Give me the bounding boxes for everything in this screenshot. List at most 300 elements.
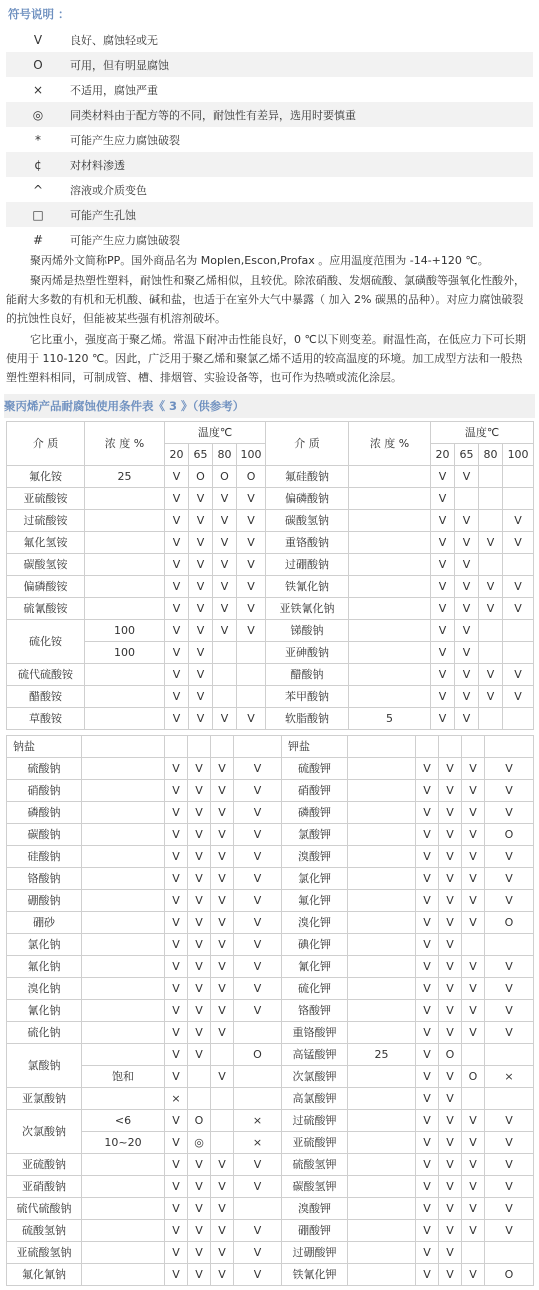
table-cell <box>211 1088 234 1110</box>
table-cell <box>82 890 165 912</box>
header-temp-value: 80 <box>479 444 503 466</box>
table-cell: V <box>462 846 485 868</box>
table-row <box>7 758 534 780</box>
table-cell: V <box>188 1044 211 1066</box>
table-cell: V <box>431 708 455 730</box>
table-cell: V <box>189 620 213 642</box>
table-cell <box>85 576 165 598</box>
medium-cell: 高氯酸钾 <box>282 1088 348 1110</box>
table-cell <box>237 642 266 664</box>
table-cell <box>462 1044 485 1066</box>
table-cell: V <box>439 956 462 978</box>
table-cell: V <box>165 1198 188 1220</box>
medium-cell: 硫化钠 <box>7 1022 82 1044</box>
table-cell: 100 <box>85 642 165 664</box>
table-cell <box>349 488 431 510</box>
table-cell: V <box>211 824 234 846</box>
table-cell: V <box>211 1022 234 1044</box>
table-cell: V <box>165 642 189 664</box>
table-cell: O <box>189 466 213 488</box>
table-cell: V <box>234 1000 282 1022</box>
table-cell <box>188 1066 211 1088</box>
table-cell: V <box>237 488 266 510</box>
table-row <box>7 1000 534 1022</box>
medium-cell: 硫氰酸铵 <box>7 598 85 620</box>
table-cell: V <box>237 554 266 576</box>
medium-cell: 亚硫酸氢钠 <box>7 1242 82 1264</box>
table-cell: V <box>165 934 188 956</box>
table-row <box>7 1132 534 1154</box>
table-cell: V <box>455 686 479 708</box>
medium-cell: 硫酸氢钠 <box>7 1220 82 1242</box>
table-cell: V <box>416 824 439 846</box>
table-cell <box>348 934 416 956</box>
table-cell: V <box>211 758 234 780</box>
table-cell: V <box>237 510 266 532</box>
table-cell: V <box>462 758 485 780</box>
table-cell <box>348 1000 416 1022</box>
table-cell <box>82 758 165 780</box>
table-row <box>7 780 534 802</box>
table-cell: ◎ <box>188 1132 211 1154</box>
legend-title: 符号说明 ： <box>8 7 70 21</box>
table-cell: V <box>165 1132 188 1154</box>
medium-cell: 铬酸钾 <box>282 1000 348 1022</box>
table-cell: O <box>188 1110 211 1132</box>
table-cell <box>348 758 416 780</box>
table-cell: V <box>439 978 462 1000</box>
table-row <box>7 708 534 730</box>
medium-cell: 硼砂 <box>7 912 82 934</box>
legend-symbol: O <box>33 57 43 72</box>
table-cell <box>348 1132 416 1154</box>
header-temp-value: 20 <box>431 444 455 466</box>
table-row <box>7 1242 534 1264</box>
table-cell: V <box>503 686 534 708</box>
legend-symbol: × <box>32 82 44 97</box>
table-cell: V <box>188 890 211 912</box>
table-row <box>7 620 534 642</box>
legend-symbol: * <box>35 132 41 147</box>
medium-cell: 氰化钾 <box>282 956 348 978</box>
table-cell <box>211 1110 234 1132</box>
table-cell: V <box>188 1000 211 1022</box>
table-cell: V <box>234 890 282 912</box>
header-temperature: 温度℃ <box>165 422 266 444</box>
table-cell <box>211 1132 234 1154</box>
table-cell: V <box>462 956 485 978</box>
medium-cell: 硅酸钠 <box>7 846 82 868</box>
table-cell: O <box>237 466 266 488</box>
table-cell <box>234 1022 282 1044</box>
medium-cell: 硼酸钠 <box>7 890 82 912</box>
table-cell: V <box>485 956 534 978</box>
table-cell: V <box>455 554 479 576</box>
table-cell <box>85 686 165 708</box>
table-cell: V <box>188 758 211 780</box>
intro-paragraph-1: 聚丙烯外文简称PP。国外商品名为 Moplen,Escon,Profax 。应用温度范围为 -14-+120 ℃。 <box>30 254 489 267</box>
table-cell: V <box>431 620 455 642</box>
table-cell <box>348 1220 416 1242</box>
table-cell <box>85 532 165 554</box>
table-cell: V <box>165 978 188 1000</box>
table-cell: V <box>439 1264 462 1286</box>
table-row <box>7 1198 534 1220</box>
table-cell: V <box>211 912 234 934</box>
table-row <box>7 532 534 554</box>
table-cell: V <box>462 890 485 912</box>
table-cell: V <box>234 978 282 1000</box>
table-cell <box>348 1242 416 1264</box>
table-cell: V <box>213 708 237 730</box>
table-cell: V <box>416 890 439 912</box>
medium-cell: 氯化钠 <box>7 934 82 956</box>
table-cell: V <box>416 758 439 780</box>
medium-cell: 氟化氢铵 <box>7 532 85 554</box>
table-cell <box>503 642 534 664</box>
table-cell: × <box>485 1066 534 1088</box>
table-cell: V <box>416 1022 439 1044</box>
table-cell: V <box>455 642 479 664</box>
table-cell <box>348 1198 416 1220</box>
table-cell: V <box>165 1022 188 1044</box>
table-cell: V <box>165 912 188 934</box>
table-cell <box>349 576 431 598</box>
table-cell: V <box>485 1220 534 1242</box>
medium-cell: 氯化钾 <box>282 868 348 890</box>
table-cell: V <box>211 1220 234 1242</box>
table-cell <box>234 1066 282 1088</box>
legend-list <box>6 27 533 252</box>
medium-cell: 碳酸氢铵 <box>7 554 85 576</box>
legend-symbol: ^ <box>32 182 44 197</box>
table-cell <box>234 1198 282 1220</box>
table-cell <box>188 1088 211 1110</box>
table-cell: V <box>455 510 479 532</box>
table-cell <box>503 488 534 510</box>
table-cell: V <box>234 1176 282 1198</box>
legend-text: 可能产生应力腐蚀破裂 <box>70 233 180 247</box>
table-row <box>7 912 534 934</box>
header-temp-value: 100 <box>503 444 534 466</box>
medium-cell: 硫酸钾 <box>282 758 348 780</box>
table-cell <box>479 488 503 510</box>
table-cell <box>349 554 431 576</box>
legend-text: 可能产生应力腐蚀破裂 <box>70 133 180 147</box>
table-cell: V <box>455 708 479 730</box>
table-cell: V <box>479 532 503 554</box>
table-cell: O <box>485 824 534 846</box>
table-cell: V <box>479 576 503 598</box>
table-cell <box>82 1000 165 1022</box>
table-cell: O <box>234 1044 282 1066</box>
table-cell <box>82 1264 165 1286</box>
table-cell: V <box>165 780 188 802</box>
table-cell: O <box>485 1264 534 1286</box>
medium-cell: 氟化氰钠 <box>7 1264 82 1286</box>
table-cell: V <box>165 510 189 532</box>
table-cell: V <box>165 664 189 686</box>
medium-cell: 亚砷酸钠 <box>266 642 349 664</box>
medium-cell: 磷酸钠 <box>7 802 82 824</box>
legend-row <box>6 177 533 202</box>
medium-cell: 醋酸铵 <box>7 686 85 708</box>
table-cell: V <box>439 1022 462 1044</box>
medium-cell: 亚铁氰化钠 <box>266 598 349 620</box>
table-cell: V <box>485 868 534 890</box>
header-concentration: 浓 度 % <box>349 422 431 466</box>
table-cell: V <box>462 1176 485 1198</box>
table-cell: V <box>431 576 455 598</box>
table-cell: V <box>211 1198 234 1220</box>
header-temperature: 温度℃ <box>431 422 534 444</box>
table-cell <box>213 686 237 708</box>
table-cell: V <box>188 824 211 846</box>
medium-cell: 高锰酸钾 <box>282 1044 348 1066</box>
table-cell <box>503 554 534 576</box>
table-cell: V <box>165 868 188 890</box>
legend-symbol: □ <box>32 207 44 222</box>
table-cell: V <box>462 1132 485 1154</box>
medium-cell: 氟硅酸钠 <box>266 466 349 488</box>
intro-paragraph-3: 它比重小，强度高于聚乙烯。常温下耐冲击性能良好，0 ℃以下则变差。耐温性高，在低应力下可长期使用于 110-120 ℃。因此，广泛用于聚乙烯和聚氯乙烯不适用的较高温度的环境。加工成型方法和一般热塑性塑料相同，可制成管、槽、排烟管、实验设备等，也可作为热喷或流化涂层。 <box>6 333 526 384</box>
table-cell: V <box>188 802 211 824</box>
table-cell: 25 <box>85 466 165 488</box>
table-cell: V <box>213 620 237 642</box>
table-cell: V <box>211 1176 234 1198</box>
table-cell: V <box>455 532 479 554</box>
table-cell <box>348 736 416 758</box>
medium-cell: 硫代硫酸钠 <box>7 1198 82 1220</box>
table-row <box>7 576 534 598</box>
table-cell <box>82 978 165 1000</box>
medium-cell: 磷酸钾 <box>282 802 348 824</box>
table-cell: V <box>462 868 485 890</box>
legend-row <box>6 102 533 127</box>
table-cell: V <box>439 1132 462 1154</box>
medium-cell: 碳酸氢钾 <box>282 1176 348 1198</box>
medium-cell: 偏磷酸铵 <box>7 576 85 598</box>
table-cell: V <box>213 532 237 554</box>
table-cell: V <box>439 1088 462 1110</box>
group-label-potassium: 钾盐 <box>282 736 348 758</box>
table-cell <box>82 1044 165 1066</box>
medium-cell: 溴化钾 <box>282 912 348 934</box>
table-cell: V <box>479 686 503 708</box>
table-cell: V <box>165 708 189 730</box>
table-cell: V <box>485 1176 534 1198</box>
table-cell: V <box>485 1022 534 1044</box>
table-cell <box>165 736 188 758</box>
medium-cell: 硫酸钠 <box>7 758 82 780</box>
table-cell: V <box>431 510 455 532</box>
header-temp-value: 20 <box>165 444 189 466</box>
table-cell: V <box>439 802 462 824</box>
table-cell <box>82 1198 165 1220</box>
table-title: 聚丙烯产品耐腐蚀使用条件表《 3 》（供参考） <box>4 394 535 418</box>
table-row <box>7 824 534 846</box>
table-cell: V <box>439 868 462 890</box>
table-cell <box>348 1088 416 1110</box>
table-cell: × <box>165 1088 188 1110</box>
table-cell: V <box>165 1066 188 1088</box>
table-cell: V <box>439 912 462 934</box>
table-row <box>7 890 534 912</box>
medium-cell: 氯酸钾 <box>282 824 348 846</box>
table-cell <box>503 620 534 642</box>
table-cell <box>349 642 431 664</box>
intro-paragraph-2: 聚丙烯是热塑性塑料，耐蚀性和聚乙烯相似，且较优。除浓硝酸、发烟硫酸、氯磺酸等强氧化性酸外，能耐大多数的有机和无机酸、碱和盐，也适于在室外大气中暴露（ 加入 2% 碳黑的品种）。对应力腐蚀破裂的抗蚀性良好，但能被某些强有机溶剂破坏。 <box>6 274 525 325</box>
table-cell <box>349 620 431 642</box>
table-cell: V <box>431 598 455 620</box>
table-row <box>7 1088 534 1110</box>
table-cell: V <box>416 1044 439 1066</box>
table-cell: V <box>485 978 534 1000</box>
table-cell: V <box>485 780 534 802</box>
medium-cell: 亚硫酸钠 <box>7 1154 82 1176</box>
table-cell <box>348 1066 416 1088</box>
legend-text: 对材料渗透 <box>70 158 125 172</box>
table-cell: V <box>416 1088 439 1110</box>
table-cell: V <box>211 780 234 802</box>
table-cell: V <box>503 664 534 686</box>
table-cell: V <box>211 978 234 1000</box>
table-cell <box>348 978 416 1000</box>
table-cell <box>82 956 165 978</box>
table-cell <box>348 1264 416 1286</box>
table-cell: V <box>462 1264 485 1286</box>
table-cell: V <box>234 912 282 934</box>
table-cell <box>82 1176 165 1198</box>
medium-cell: 硝酸钠 <box>7 780 82 802</box>
table-cell <box>462 1242 485 1264</box>
table-cell: V <box>439 1000 462 1022</box>
table-cell: V <box>416 956 439 978</box>
table-cell: V <box>237 620 266 642</box>
table-cell: V <box>211 1066 234 1088</box>
table-cell <box>349 598 431 620</box>
table-cell <box>439 736 462 758</box>
table-cell: V <box>439 1242 462 1264</box>
table-cell <box>348 846 416 868</box>
table-cell <box>348 956 416 978</box>
table-cell <box>237 686 266 708</box>
table-cell: V <box>234 934 282 956</box>
legend-text: 同类材料由于配方等的不同，耐蚀性有差异，选用时要慎重 <box>70 108 356 122</box>
table-cell <box>82 802 165 824</box>
table-cell <box>82 824 165 846</box>
table-row <box>7 802 534 824</box>
table-cell <box>85 664 165 686</box>
table-cell: V <box>188 846 211 868</box>
header-concentration: 浓 度 % <box>85 422 165 466</box>
table-cell: V <box>188 1242 211 1264</box>
medium-cell: 硫化铵 <box>7 620 85 664</box>
table-cell: V <box>462 1198 485 1220</box>
table-cell: V <box>485 1154 534 1176</box>
table-cell: V <box>189 664 213 686</box>
table-cell: O <box>485 912 534 934</box>
table-cell: V <box>431 466 455 488</box>
medium-cell: 硫酸氢钾 <box>282 1154 348 1176</box>
legend-row <box>6 127 533 152</box>
table-cell: V <box>234 1154 282 1176</box>
medium-cell: 亚硫酸钾 <box>282 1132 348 1154</box>
medium-cell: 重铬酸钠 <box>266 532 349 554</box>
table-row <box>7 1110 534 1132</box>
table-row <box>7 1044 534 1066</box>
medium-cell: 过硫酸钾 <box>282 1110 348 1132</box>
table-cell: V <box>211 1154 234 1176</box>
table-cell: V <box>234 780 282 802</box>
header-medium: 介 质 <box>266 422 349 466</box>
table-cell: V <box>462 1110 485 1132</box>
medium-cell: 溴酸钾 <box>282 846 348 868</box>
table-cell: V <box>211 890 234 912</box>
table-cell: V <box>416 934 439 956</box>
table-row <box>7 934 534 956</box>
table-cell: O <box>462 1066 485 1088</box>
table-row <box>7 488 534 510</box>
table-cell: V <box>416 912 439 934</box>
table-cell: V <box>188 1198 211 1220</box>
header-temp-value: 65 <box>189 444 213 466</box>
table-row <box>7 1066 534 1088</box>
medium-cell: 碳酸钠 <box>7 824 82 846</box>
table-cell: V <box>234 758 282 780</box>
table-cell: V <box>188 780 211 802</box>
table-cell <box>82 736 165 758</box>
medium-cell: 氰化钠 <box>7 1000 82 1022</box>
table-cell: V <box>188 934 211 956</box>
table-cell: V <box>165 1264 188 1286</box>
table-cell <box>479 620 503 642</box>
table-cell: V <box>503 532 534 554</box>
table-cell: V <box>165 1000 188 1022</box>
table-cell <box>348 824 416 846</box>
table-cell <box>82 1242 165 1264</box>
table-cell <box>479 642 503 664</box>
medium-cell: 碳酸氢钠 <box>266 510 349 532</box>
table-row <box>7 956 534 978</box>
table-cell <box>479 554 503 576</box>
table-cell <box>82 868 165 890</box>
legend-row <box>6 52 533 77</box>
table-cell: V <box>165 846 188 868</box>
table-cell: V <box>485 758 534 780</box>
table-cell: V <box>211 1264 234 1286</box>
table-cell: V <box>188 978 211 1000</box>
table-cell: V <box>416 1066 439 1088</box>
table-cell <box>348 1110 416 1132</box>
table-cell <box>85 510 165 532</box>
table-cell: V <box>213 598 237 620</box>
table-cell: V <box>455 664 479 686</box>
medium-cell: 铁氰化钾 <box>282 1264 348 1286</box>
table-cell: V <box>234 824 282 846</box>
table-cell: V <box>165 488 189 510</box>
table-cell <box>82 1022 165 1044</box>
table-cell: V <box>439 1066 462 1088</box>
table-cell: V <box>211 868 234 890</box>
table-cell: V <box>431 664 455 686</box>
table-cell: V <box>439 1176 462 1198</box>
table-cell: V <box>462 780 485 802</box>
table-cell <box>479 708 503 730</box>
table-cell <box>462 1088 485 1110</box>
table-cell: V <box>416 1176 439 1198</box>
legend-row <box>6 152 533 177</box>
